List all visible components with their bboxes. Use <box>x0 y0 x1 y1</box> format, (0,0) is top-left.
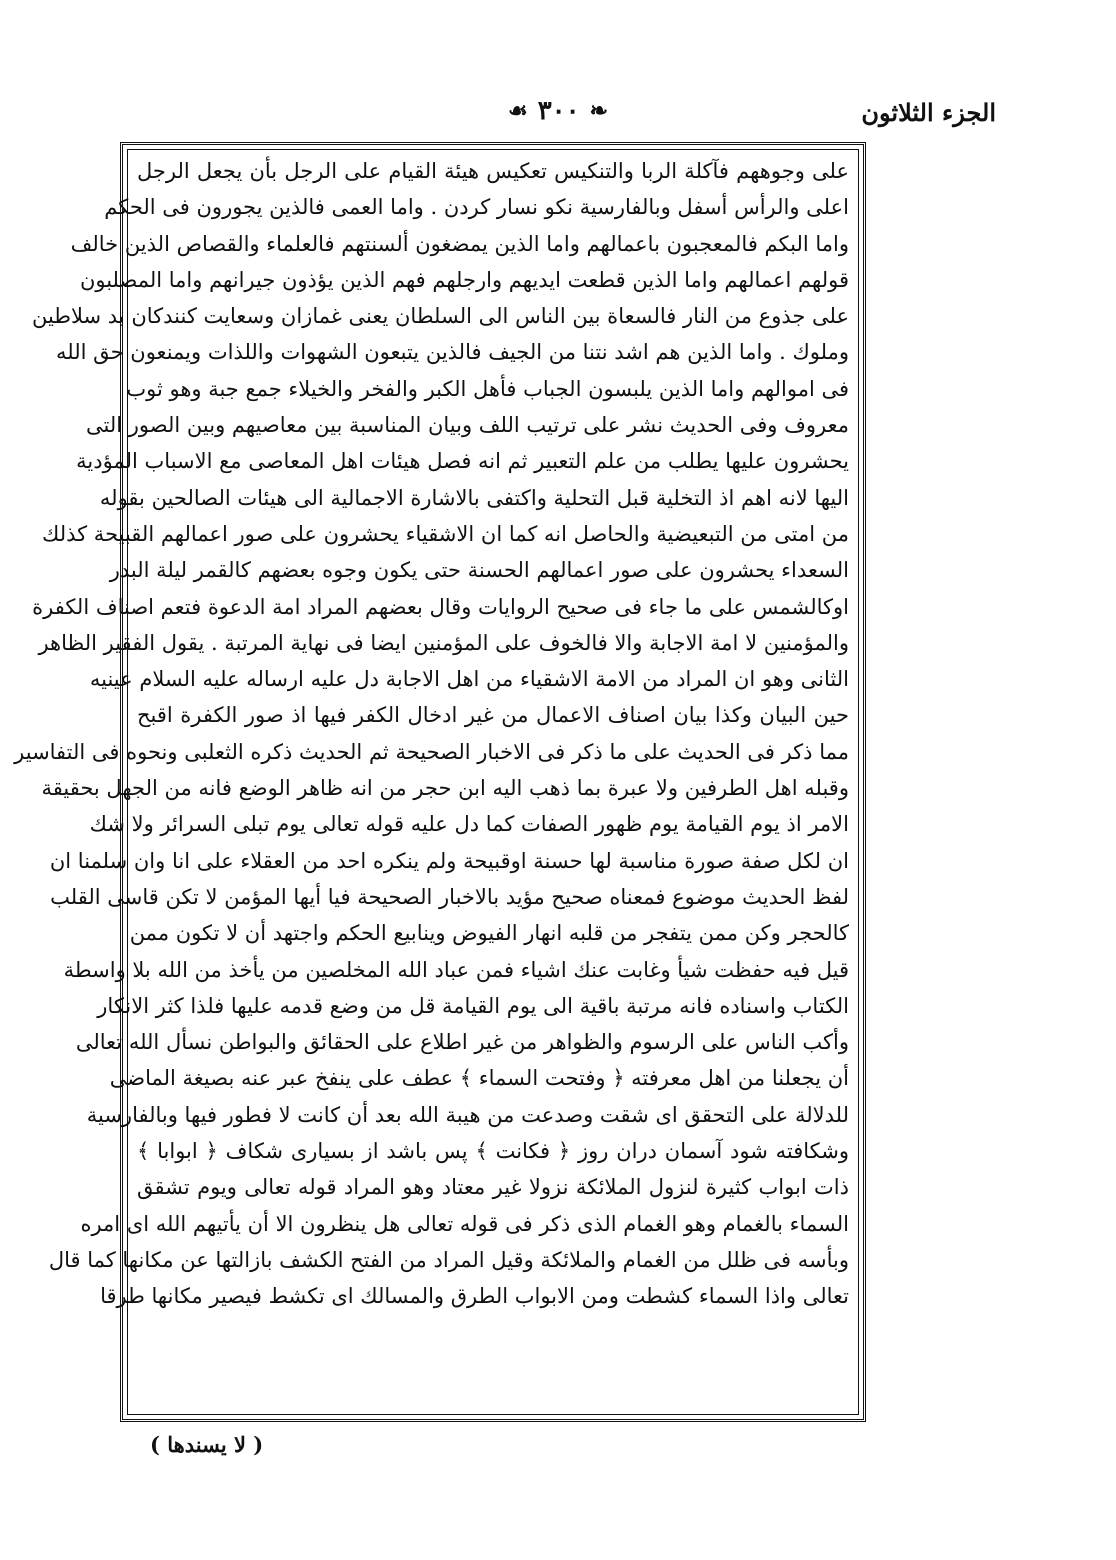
text-line: اوكالشمس على ما جاء فى صحيح الروايات وقال بعضهم المراد امة الدعوة فتعم اصناف الكفرة <box>32 594 849 619</box>
text-line: لفظ الحديث موضوع فمعناه صحيح مؤيد بالاخبار الصحيحة فيا أيها المؤمن لا تكن قاسى القلب <box>50 884 849 909</box>
body-text <box>14 153 849 1411</box>
text-line: السماء بالغمام وهو الغمام الذى ذكر فى قوله تعالى هل ينظرون الا أن يأتيهم الله اى امره <box>80 1211 849 1236</box>
text-line: والمؤمنين لا امة الاجابة والا فالخوف على المؤمنين ايضا فى نهاية المرتبة . يقول الفقير الظاهر <box>38 630 849 655</box>
text-line: واما البكم فالمعجبون باعمالهم واما الذين يمضغون ألسنتهم فالعلماء والقصاص الذين خالف <box>70 231 849 256</box>
text-line: ان لكل صفة صورة مناسبة لها حسنة اوقبيحة ولم ينكره احد من العقلاء على انا وان سلمنا ان <box>49 848 849 873</box>
text-line: تعالى واذا السماء كشطت ومن الابواب الطرق والمسالك اى تكشط فيصير مكانها طرقا <box>100 1284 849 1309</box>
text-line: على وجوههم فآكلة الربا والتنكيس تعكيس هيئة القيام على الرجل بأن يجعل الرجل <box>137 159 849 183</box>
text-line: السعداء يحشرون على صور اعمالهم الحسنة حتى يكون وجوه بعضهم كالقمر ليلة البدر <box>109 558 849 583</box>
text-line: فى اموالهم واما الذين يلبسون الجباب فأهل الكبر والفخر والخيلاء جمع جبة وهو ثوب <box>126 376 849 401</box>
text-line: أن يجعلنا من اهل معرفته ﴿ وفتحت السماء ﴾ عطف على ينفخ عبر عنه بصيغة الماضى <box>109 1066 849 1091</box>
text-line: وبأسه فى ظلل من الغمام والملائكة وقيل المراد من الفتح الكشف بازالتها عن مكانها كما قال <box>48 1247 849 1272</box>
text-line: قولهم اعمالهم واما الذين قطعت ايديهم وارجلهم فهم الذين يؤذون جيرانهم واما المصلبون <box>79 267 849 292</box>
page-number-block <box>508 96 608 126</box>
text-line: وشكافته شود آسمان دران روز ﴿ فكانت ﴾ پس باشد از بسيارى شكاف ﴿ ابوابا ﴾ <box>137 1139 849 1164</box>
text-line: للدلالة على التحقق اى شقت وصدعت من هيبة الله بعد أن كانت لا فطور فيها وبالفارسية <box>86 1102 849 1127</box>
text-line: مما ذكر فى الحديث على ما ذكر فى الاخبار الصحيحة ثم الحديث ذكره الثعلبى ونحوه فى التفاسير <box>14 739 849 764</box>
text-line: ذات ابواب كثيرة لنزول الملائكة نزولا غير معتاد وهو المراد قوله تعالى ويوم تشقق <box>137 1175 849 1200</box>
ornament-icon: ❧ <box>589 98 609 124</box>
text-line: على جذوع من النار فالسعاة بين الناس الى السلطان يعنى غمازان وسعايت كنندكان بد سلاطين <box>31 304 849 329</box>
text-line: الثانى وهو ان المراد من الامة الاشقياء من اهل الاجابة دل عليه ارساله عليه السلام عينيه <box>89 667 849 692</box>
text-frame <box>14 142 866 1422</box>
text-line: اعلى والرأس أسفل وبالفارسية نكو نسار كردن . واما العمى فالذين يجورون فى الحكم <box>104 195 849 220</box>
page-header <box>120 96 996 140</box>
text-line: كالحجر وكن ممن يتفجر من قلبه انهار الفيوض وينابيع الحكم واجتهد أن لا تكون ممن <box>129 921 849 946</box>
text-line: وأكب الناس على الرسوم والظواهر من غير اطلاع على الحقائق والبواطن نسأل الله تعالى <box>75 1030 849 1055</box>
catchword: ( لا يسندها ) <box>150 1432 264 1457</box>
text-line: وقبله اهل الطرفين ولا عبرة بما ذهب اليه ابن حجر من انه ظاهر الوضع فانه من الجهل بحقيقة <box>41 776 849 801</box>
running-head: الجزء الثلاثون <box>861 98 996 127</box>
text-line: قيل فيه حفظت شيأ وغابت عنك اشياء فمن عباد الله المخلصين من يأخذ من الله بلا واسطة <box>63 957 849 982</box>
text-line: وملوك . واما الذين هم اشد نتنا من الجيف فالذين يتبعون الشهوات واللذات ويمنعون حق الله <box>56 340 849 365</box>
text-line: الكتاب واسناده فانه مرتبة باقية الى يوم القيامة قل من وضع قدمه عليها فلذا كثر الانكار <box>97 993 849 1018</box>
ornament-icon: ☙ <box>507 98 528 124</box>
text-line: من امتى من التبعيضية والحاصل انه كما ان الاشقياء يحشرون على صور اعمالهم القبيحة كذلك <box>42 521 849 546</box>
text-line: حين البيان وكذا بيان اصناف الاعمال من غير ادخال الكفر فيها اذ صور الكفرة اقبح <box>137 703 849 728</box>
text-line: اليها لانه اهم اذ التخلية قبل التحلية واكتفى بالاشارة الاجمالية الى هيئات الصالحين بقوله <box>99 485 849 510</box>
text-line: معروف وفى الحديث نشر على ترتيب اللف وبيان المناسبة بين معاصيهم وبين الصور التى <box>86 413 849 438</box>
page-number: ٣٠٠ <box>537 96 580 126</box>
text-line: الامر اذ يوم القيامة يوم ظهور الصفات كما دل عليه قوله تعالى يوم تبلى السرائر ولا شك <box>89 812 849 837</box>
text-line: يحشرون عليها يطلب من علم التعبير ثم انه فصل هيئات اهل المعاصى مع الاسباب المؤدية <box>76 449 849 474</box>
